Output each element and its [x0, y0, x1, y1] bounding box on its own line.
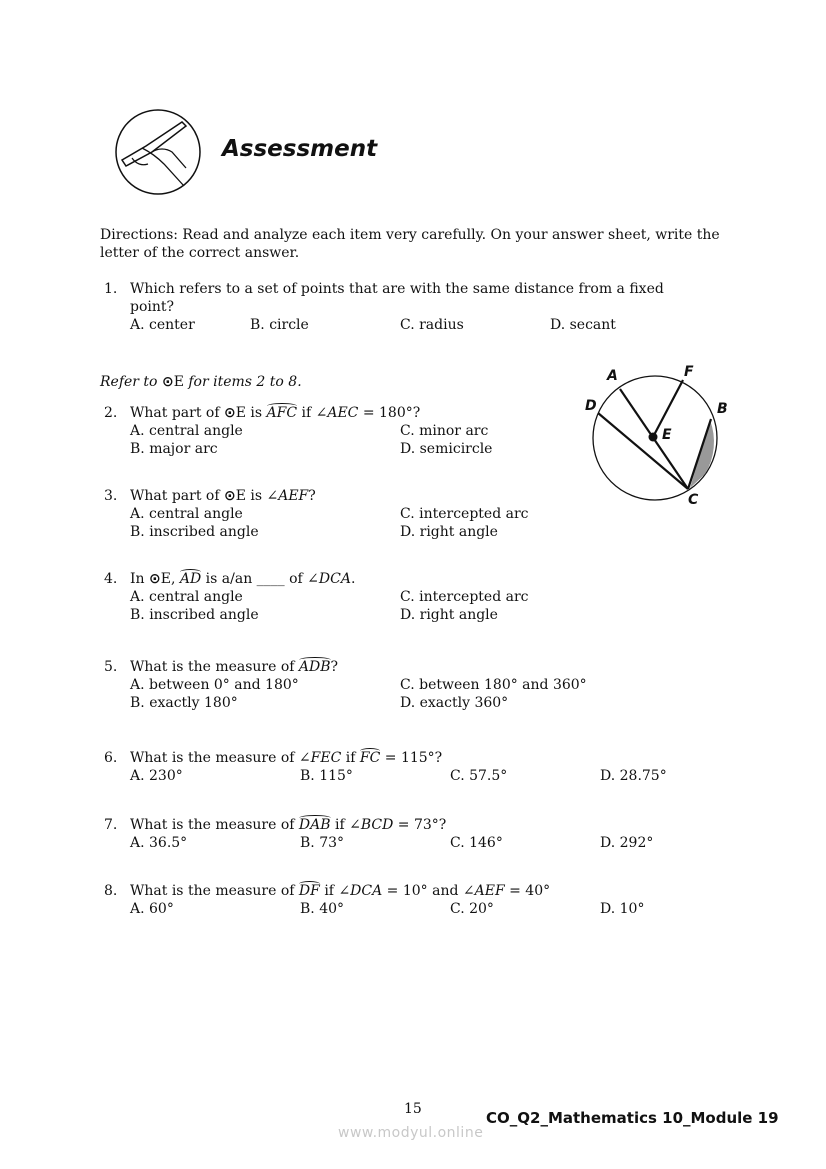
- question-5: [104, 658, 744, 712]
- arc-notation: ADB: [298, 659, 331, 675]
- stem-text: if: [341, 750, 360, 766]
- question-number: 8.: [104, 883, 118, 899]
- option-c: C. 146°: [450, 835, 503, 851]
- option-d: D. secant: [550, 317, 616, 333]
- question-stem: [130, 658, 744, 676]
- circle-name: E: [235, 405, 246, 421]
- arc-notation: FC: [359, 750, 381, 766]
- option-b: B. 40°: [300, 901, 345, 917]
- option-d: D. 292°: [600, 835, 654, 851]
- option-list: [104, 505, 744, 541]
- module-label: CO_Q2_Mathematics 10_Module 19: [486, 1109, 779, 1127]
- option-a: A. center: [130, 317, 195, 333]
- label-f: F: [684, 364, 694, 380]
- watermark: www.modyul.online: [338, 1125, 484, 1141]
- option-d: D. 28.75°: [600, 768, 667, 784]
- angle-notation: ∠AEF: [266, 488, 309, 504]
- option-c: C. intercepted arc: [400, 589, 529, 605]
- option-list: [104, 588, 744, 624]
- question-3: [104, 487, 744, 541]
- question-stem: [130, 816, 744, 834]
- stem-text: if: [297, 405, 316, 421]
- question-stem: [130, 487, 744, 505]
- stem-text: What is the measure of: [130, 750, 299, 766]
- circle-symbol: ⊙: [223, 488, 236, 504]
- option-a: A. 230°: [130, 768, 183, 784]
- option-list: [104, 676, 744, 712]
- refer-note: [100, 374, 302, 390]
- option-a: A. between 0° and 180°: [130, 677, 299, 693]
- stem-text: is a/an ____ of: [201, 571, 308, 587]
- stem-text: = 73°?: [393, 817, 447, 833]
- arc-notation: AD: [179, 571, 202, 587]
- label-a: A: [607, 368, 618, 384]
- stem-text: ,: [170, 571, 180, 587]
- question-number: 1.: [104, 281, 118, 297]
- stem-text: ?: [308, 488, 316, 504]
- stem-text: What part of: [130, 405, 224, 421]
- option-list: [104, 767, 744, 785]
- label-e: E: [662, 427, 672, 443]
- question-number: 4.: [104, 571, 118, 587]
- question-stem: [130, 404, 744, 422]
- option-d: D. 10°: [600, 901, 645, 917]
- option-d: D. right angle: [400, 524, 498, 540]
- angle-notation: ∠FEC: [298, 750, 342, 766]
- stem-text: = 115°?: [380, 750, 443, 766]
- option-b: B. 115°: [300, 768, 353, 784]
- question-stem: [130, 882, 744, 900]
- question-1: [104, 280, 744, 334]
- question-number: 2.: [104, 405, 118, 421]
- angle-notation: ∠DCA: [338, 883, 383, 899]
- question-7: [104, 816, 744, 852]
- question-4: [104, 570, 744, 624]
- label-d: D: [585, 398, 597, 414]
- option-b: B. inscribed angle: [130, 524, 259, 540]
- circle-name: E: [160, 571, 171, 587]
- question-number: 3.: [104, 488, 118, 504]
- label-b: B: [717, 401, 728, 417]
- refer-prefix: Refer to: [100, 374, 162, 390]
- option-c: C. 57.5°: [450, 768, 508, 784]
- stem-text: What is the measure of: [130, 817, 299, 833]
- circle-name: E: [235, 488, 246, 504]
- option-b: B. inscribed angle: [130, 607, 259, 623]
- option-list: [104, 316, 744, 334]
- page-title: Assessment: [222, 136, 378, 162]
- stem-text: = 10° and: [382, 883, 463, 899]
- option-list: [104, 422, 744, 458]
- stem-text: = 40°: [504, 883, 551, 899]
- stem-text: = 180°?: [358, 405, 421, 421]
- arc-notation: DF: [298, 883, 320, 899]
- option-a: A. central angle: [130, 589, 243, 605]
- stem-text: Which refers to a set of points that are with the same distance from a fixed point?: [130, 281, 664, 315]
- stem-text: ?: [330, 659, 339, 675]
- option-list: [104, 834, 744, 852]
- option-c: C. 20°: [450, 901, 494, 917]
- stem-text: In: [130, 571, 149, 587]
- stem-text: is: [245, 405, 267, 421]
- arc-notation: DAB: [298, 817, 331, 833]
- question-2: [104, 404, 744, 458]
- arc-notation: AFC: [266, 405, 298, 421]
- angle-notation: ∠BCD: [349, 817, 394, 833]
- angle-notation: ∠AEC: [315, 405, 359, 421]
- stem-text: is: [245, 488, 267, 504]
- question-number: 6.: [104, 750, 118, 766]
- angle-notation: ∠AEF: [462, 883, 505, 899]
- circle-symbol: ⊙: [223, 405, 236, 421]
- question-stem: [130, 749, 744, 767]
- option-d: D. semicircle: [400, 441, 493, 457]
- option-b: B. major arc: [130, 441, 218, 457]
- option-a: A. central angle: [130, 506, 243, 522]
- label-c: C: [688, 492, 699, 508]
- option-a: A. 36.5°: [130, 835, 188, 851]
- question-8: [104, 882, 744, 918]
- directions-text: Directions: Read and analyze each item very carefully. On your answer sheet, write the letter of the correct answer.: [100, 227, 720, 261]
- page-number: 15: [404, 1101, 422, 1117]
- option-d: D. right angle: [400, 607, 498, 623]
- stem-text: if: [330, 817, 350, 833]
- option-b: B. exactly 180°: [130, 695, 238, 711]
- option-list: [104, 900, 744, 918]
- circle-symbol: ⊙: [149, 571, 161, 587]
- option-b: B. circle: [250, 317, 309, 333]
- option-a: A. central angle: [130, 423, 243, 439]
- stem-text: What part of: [130, 488, 224, 504]
- question-6: [104, 749, 744, 785]
- question-stem: [130, 570, 744, 588]
- refer-suffix: for items 2 to 8.: [183, 374, 302, 390]
- option-a: A. 60°: [130, 901, 174, 917]
- refer-circle: E: [173, 374, 184, 390]
- option-c: C. intercepted arc: [400, 506, 529, 522]
- stem-text: What is the measure of: [130, 659, 299, 675]
- option-b: B. 73°: [300, 835, 345, 851]
- circle-symbol: ⊙: [161, 374, 174, 390]
- assessment-icon: [112, 108, 204, 200]
- question-stem: [130, 280, 700, 316]
- option-d: D. exactly 360°: [400, 695, 509, 711]
- question-number: 7.: [104, 817, 118, 833]
- angle-notation: ∠DCA: [307, 571, 351, 587]
- stem-text: .: [350, 571, 356, 587]
- question-number: 5.: [104, 659, 118, 675]
- stem-text: if: [319, 883, 339, 899]
- option-c: C. radius: [400, 317, 464, 333]
- option-c: C. between 180° and 360°: [400, 677, 587, 693]
- stem-text: What is the measure of: [130, 883, 299, 899]
- option-c: C. minor arc: [400, 423, 489, 439]
